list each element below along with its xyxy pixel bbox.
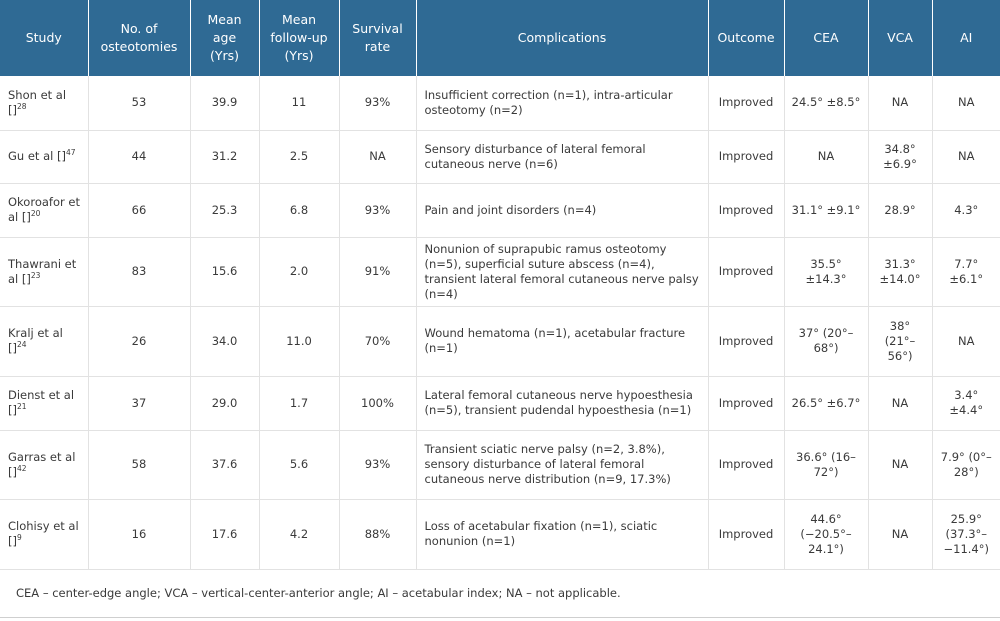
osteotomies-cell	[88, 376, 190, 430]
complications-cell-text: Nonunion of suprapubic ramus osteotomy (n=5), superficial suture abscess (n=4), transient lateral femoral cutaneous nerve palsy (n=4)	[424, 241, 699, 301]
mean-age-cell	[190, 237, 259, 306]
col-header-ai: AI	[932, 0, 1000, 76]
vca-cell-text: NA	[891, 457, 909, 471]
outcome-cell-text: Improved	[718, 457, 774, 471]
study-cell	[0, 130, 88, 183]
follow-up-cell-text: 11.0	[286, 333, 312, 348]
complications-cell	[416, 499, 708, 569]
survival-cell	[339, 499, 416, 569]
follow-up-cell	[259, 499, 339, 569]
cea-cell	[784, 306, 868, 376]
mean-age-cell-text: 34.0	[211, 333, 238, 348]
follow-up-cell	[259, 183, 339, 237]
table-row	[0, 499, 1000, 569]
ai-cell-text: NA	[958, 149, 975, 163]
survival-cell-text: 93%	[364, 95, 391, 110]
complications-cell-text: Lateral femoral cutaneous nerve hypoesthesia (n=5), transient pudendal hypoesthesia (n=1)	[424, 388, 693, 417]
outcome-cell-text: Improved	[718, 95, 774, 110]
complications-cell	[416, 76, 708, 130]
outcome-cell	[708, 306, 784, 376]
follow-up-cell	[259, 376, 339, 430]
cea-cell-text: 24.5° ±8.5°	[791, 95, 861, 110]
complications-cell-text: Wound hematoma (n=1), acetabular fracture (n=1)	[424, 326, 686, 355]
footnote: CEA – center-edge angle; VCA – vertical-center-anterior angle; AI – acetabular index; NA – not applicable.	[0, 569, 1000, 617]
col-header-mean-age: Mean age (Yrs)	[190, 0, 259, 76]
mean-age-cell	[190, 130, 259, 183]
complications-cell	[416, 183, 708, 237]
survival-cell-text: 70%	[364, 333, 391, 348]
outcome-cell	[708, 183, 784, 237]
cea-cell	[784, 237, 868, 306]
osteotomies-cell-text: 83	[131, 264, 147, 278]
mean-age-cell	[190, 183, 259, 237]
study-cell-text: Garras et al []	[8, 449, 76, 479]
osteotomies-cell	[88, 430, 190, 499]
cea-cell-text: NA	[817, 149, 835, 163]
survival-cell-text: 91%	[364, 264, 391, 278]
study-cell-text: Dienst et al []	[8, 388, 75, 417]
survival-cell	[339, 130, 416, 183]
outcome-cell-text: Improved	[718, 333, 774, 348]
study-cell	[0, 430, 88, 499]
ai-cell	[932, 376, 1000, 430]
follow-up-cell-text: 4.2	[289, 526, 309, 541]
outcome-cell-text: Improved	[718, 395, 774, 410]
study-cell	[0, 183, 88, 237]
outcome-cell-text: Improved	[718, 202, 774, 217]
col-header-study: Study	[0, 0, 88, 76]
survival-cell-text: 100%	[361, 395, 394, 410]
survival-cell-text: 93%	[364, 457, 391, 471]
osteotomies-cell-text: 26	[131, 333, 147, 348]
table-row	[0, 76, 1000, 130]
vca-cell	[868, 376, 932, 430]
footnote-row	[0, 569, 1000, 617]
complications-cell-text: Transient sciatic nerve palsy (n=2, 3.8%), sensory disturbance of lateral femoral cutaneous nerve distribution (n=9, 17.3%)	[424, 442, 671, 486]
survival-cell	[339, 430, 416, 499]
table-row	[0, 237, 1000, 306]
complications-cell-text: Sensory disturbance of lateral femoral cutaneous nerve (n=6)	[424, 141, 646, 171]
osteotomies-cell	[88, 76, 190, 130]
ai-cell	[932, 130, 1000, 183]
outcome-cell	[708, 430, 784, 499]
cea-cell-text: 31.1° ±9.1°	[791, 202, 861, 217]
complications-cell	[416, 306, 708, 376]
follow-up-cell	[259, 130, 339, 183]
ai-cell	[932, 183, 1000, 237]
outcome-cell	[708, 499, 784, 569]
osteotomies-cell-text: 58	[131, 457, 147, 471]
reference-number[interactable]: 9	[16, 533, 22, 543]
col-header-osteotomies: No. of osteotomies	[88, 0, 190, 76]
study-cell	[0, 499, 88, 569]
cea-cell-text: 44.6° (−20.5°–24.1°)	[800, 511, 852, 556]
cea-cell	[784, 499, 868, 569]
follow-up-cell	[259, 76, 339, 130]
reference-number[interactable]: 21	[16, 402, 27, 412]
vca-cell	[868, 237, 932, 306]
follow-up-cell	[259, 306, 339, 376]
vca-cell	[868, 499, 932, 569]
osteotomies-cell-text: 16	[131, 526, 147, 541]
follow-up-cell-text: 5.6	[289, 457, 309, 471]
vca-cell	[868, 76, 932, 130]
table-row	[0, 183, 1000, 237]
vca-cell	[868, 183, 932, 237]
study-cell	[0, 76, 88, 130]
follow-up-cell-text: 6.8	[289, 202, 309, 217]
vca-cell-text: NA	[891, 95, 909, 110]
cea-cell	[784, 183, 868, 237]
outcome-cell-text: Improved	[718, 526, 774, 541]
mean-age-cell-text: 25.3	[211, 202, 238, 217]
ai-cell-text: 7.9° (0°–28°)	[940, 449, 992, 479]
mean-age-cell	[190, 430, 259, 499]
ai-cell-text: 25.9° (37.3°–−11.4°)	[943, 511, 989, 556]
study-cell-text: Okoroafor et al []	[8, 195, 80, 224]
study-cell-text: Shon et al []	[8, 87, 67, 117]
outcome-cell-text: Improved	[718, 149, 774, 163]
cea-cell-text: 37° (20°–68°)	[798, 326, 854, 355]
study-cell	[0, 376, 88, 430]
col-header-cea: CEA	[784, 0, 868, 76]
osteotomies-cell	[88, 183, 190, 237]
complications-cell-text: Insufficient correction (n=1), intra-articular osteotomy (n=2)	[424, 87, 673, 117]
col-header-survival: Survival rate	[339, 0, 416, 76]
osteotomies-cell-text: 66	[131, 202, 147, 217]
osteotomies-cell-text: 37	[131, 395, 147, 410]
survival-cell-text: NA	[369, 149, 386, 163]
vca-cell-text: 34.8° ±6.9°	[883, 141, 917, 171]
outcome-cell	[708, 76, 784, 130]
vca-cell-text: NA	[891, 395, 909, 410]
ai-cell-text: 4.3°	[954, 202, 979, 217]
mean-age-cell-text: 39.9	[211, 95, 238, 110]
vca-cell	[868, 306, 932, 376]
follow-up-cell-text: 2.0	[289, 264, 309, 278]
reference-number[interactable]: 20	[30, 209, 41, 219]
follow-up-cell-text: 2.5	[289, 149, 309, 163]
osteotomies-cell	[88, 499, 190, 569]
survival-cell-text: 88%	[364, 526, 391, 541]
table-row	[0, 376, 1000, 430]
osteotomies-cell-text: 44	[131, 149, 147, 163]
osteotomies-cell	[88, 130, 190, 183]
ai-cell	[932, 499, 1000, 569]
complications-cell	[416, 430, 708, 499]
vca-cell-text: 31.3° ±14.0°	[879, 256, 921, 286]
outcome-cell	[708, 376, 784, 430]
outcome-cell-text: Improved	[718, 264, 774, 278]
study-cell	[0, 237, 88, 306]
table-row	[0, 430, 1000, 499]
mean-age-cell	[190, 76, 259, 130]
cea-cell	[784, 430, 868, 499]
mean-age-cell	[190, 499, 259, 569]
col-header-vca: VCA	[868, 0, 932, 76]
table-row	[0, 130, 1000, 183]
mean-age-cell-text: 17.6	[211, 526, 238, 541]
vca-cell-text: 28.9°	[884, 202, 916, 217]
survival-cell	[339, 237, 416, 306]
header-row	[0, 0, 1000, 76]
mean-age-cell-text: 15.6	[211, 264, 238, 278]
survival-cell	[339, 76, 416, 130]
study-cell-text: Clohisy et al []	[8, 519, 79, 548]
study-cell-text: Thawrani et al []	[8, 256, 77, 286]
table-row	[0, 306, 1000, 376]
follow-up-cell	[259, 430, 339, 499]
outcome-cell	[708, 130, 784, 183]
mean-age-cell	[190, 376, 259, 430]
survival-cell-text: 93%	[364, 202, 391, 217]
ai-cell	[932, 306, 1000, 376]
mean-age-cell	[190, 306, 259, 376]
ai-cell	[932, 430, 1000, 499]
study-cell	[0, 306, 88, 376]
complications-cell	[416, 130, 708, 183]
reference-number[interactable]: 42	[16, 463, 27, 473]
vca-cell	[868, 130, 932, 183]
complications-cell	[416, 237, 708, 306]
vca-cell	[868, 430, 932, 499]
col-header-follow-up: Mean follow-up (Yrs)	[259, 0, 339, 76]
ai-cell-text: NA	[958, 333, 975, 348]
outcome-cell	[708, 237, 784, 306]
cea-cell-text: 36.6° (16–72°)	[796, 449, 856, 479]
reference-number[interactable]: 47	[65, 148, 76, 158]
follow-up-cell-text: 1.7	[289, 395, 309, 410]
survival-cell	[339, 183, 416, 237]
cea-cell	[784, 376, 868, 430]
study-cell-text: Gu et al []	[8, 149, 66, 163]
mean-age-cell-text: 31.2	[211, 149, 238, 163]
complications-cell	[416, 376, 708, 430]
survival-cell	[339, 376, 416, 430]
osteotomies-cell	[88, 306, 190, 376]
cea-cell	[784, 76, 868, 130]
osteotomies-cell	[88, 237, 190, 306]
reference-number[interactable]: 23	[30, 270, 41, 280]
vca-cell-text: 38° (21°–56°)	[884, 318, 916, 363]
mean-age-cell-text: 29.0	[211, 395, 238, 410]
ai-cell	[932, 237, 1000, 306]
survival-cell	[339, 306, 416, 376]
ai-cell-text: 3.4° ±4.4°	[949, 388, 984, 417]
cea-cell-text: 26.5° ±6.7°	[791, 395, 861, 410]
follow-up-cell-text: 11	[291, 95, 307, 110]
col-header-complications: Complications	[416, 0, 708, 76]
follow-up-cell	[259, 237, 339, 306]
osteotomies-cell-text: 53	[131, 95, 147, 110]
ai-cell-text: 7.7°±6.1°	[949, 256, 984, 286]
complications-cell-text: Pain and joint disorders (n=4)	[424, 202, 597, 217]
col-header-outcome: Outcome	[708, 0, 784, 76]
ai-cell-text: NA	[958, 95, 975, 110]
cea-cell	[784, 130, 868, 183]
complications-cell-text: Loss of acetabular fixation (n=1), sciatic nonunion (n=1)	[424, 519, 658, 548]
study-cell-text: Kralj et al []	[8, 326, 63, 355]
mean-age-cell-text: 37.6	[211, 457, 238, 471]
cea-cell-text: 35.5° ±14.3°	[805, 256, 847, 286]
reference-number[interactable]: 28	[16, 101, 27, 111]
ai-cell	[932, 76, 1000, 130]
reference-number[interactable]: 24	[16, 340, 27, 350]
vca-cell-text: NA	[891, 526, 909, 541]
